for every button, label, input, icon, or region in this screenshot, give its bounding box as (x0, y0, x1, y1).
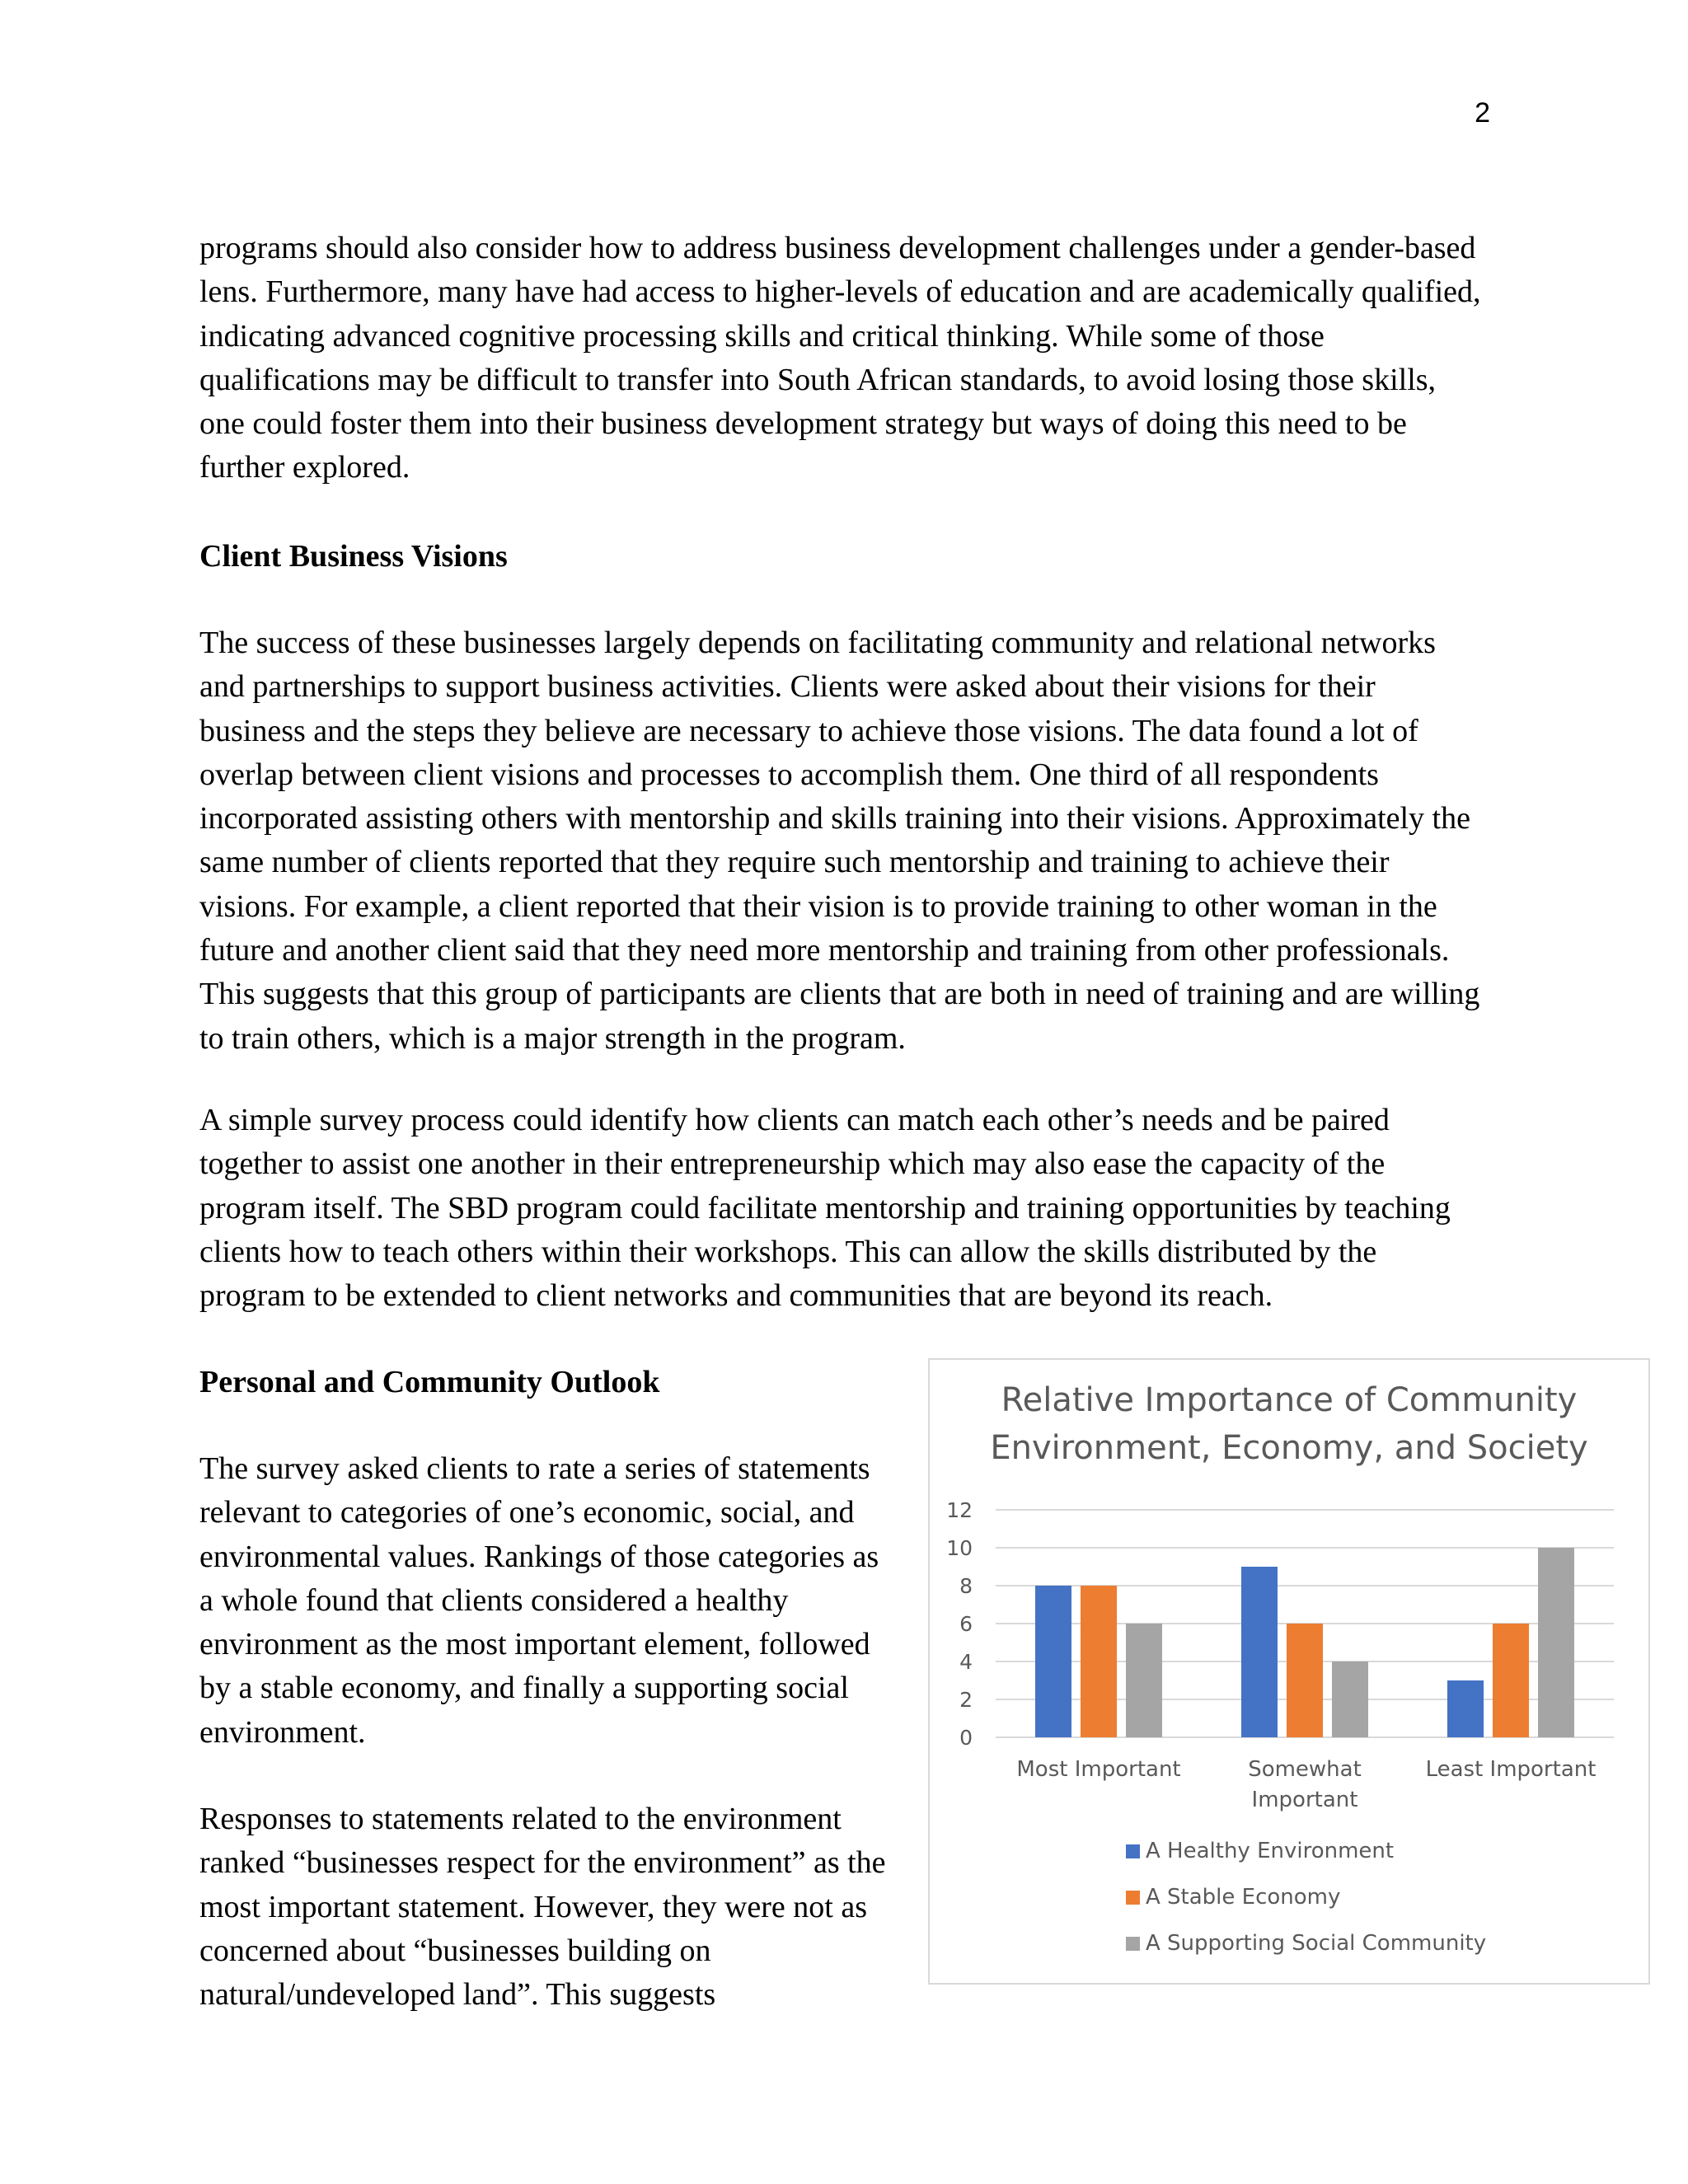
bar (1241, 1567, 1278, 1737)
legend-label: A Healthy Environment (1146, 1839, 1395, 1863)
x-tick-label: Important (1251, 1788, 1358, 1812)
bar (1287, 1624, 1323, 1737)
x-tick-label: Least Important (1425, 1757, 1597, 1782)
legend-swatch (1126, 1844, 1140, 1858)
bar (1493, 1624, 1529, 1737)
bar-chart-svg (930, 1360, 1648, 1983)
paragraph-survey-ratings: The survey asked clients to rate a series of statements relevant to categories of one’s economic, social, and environmental values. Rankings of those categories as a whole found that clients considered a healthy environment as the most important element, followed by a stable economy, and finally a supporting social environment. (199, 1451, 879, 1750)
legend-swatch (1126, 1937, 1140, 1951)
chart-title-line: Relative Importance of Community (1001, 1381, 1578, 1419)
legend-label: A Supporting Social Community (1146, 1931, 1487, 1956)
legend-swatch (1126, 1891, 1140, 1905)
y-tick-label: 12 (946, 1498, 973, 1522)
paragraph-environment-responses: Responses to statements related to the environment ranked “businesses respect for the environment” as the most important statement. However, they were not as concerned about “businesses building on natural/undeveloped land”. This suggests (199, 1802, 886, 2013)
x-tick-label: Most Important (1016, 1757, 1181, 1782)
heading-client-business-visions: Client Business Visions (199, 539, 508, 574)
paragraph-education: programs should also consider how to address business development challenges under a gender-based lens. Furthermore, many have had access to higher-levels of education and are academically qualified, indicating advanced cognitive processing skills and critical thinking. While some of those qualifications may be difficult to transfer into South African standards, to avoid losing those skills, one could foster them into their business development strategy but ways of doing this need to be further explored. (199, 231, 1481, 485)
bar (1081, 1586, 1117, 1737)
legend-label: A Stable Economy (1146, 1885, 1341, 1910)
y-tick-label: 0 (959, 1726, 973, 1750)
y-tick-label: 4 (959, 1650, 973, 1674)
bar (1126, 1624, 1162, 1737)
y-tick-label: 2 (959, 1688, 973, 1712)
heading-personal-community-outlook: Personal and Community Outlook (199, 1365, 660, 1399)
bar (1447, 1680, 1484, 1737)
bar (1538, 1548, 1574, 1737)
bar-chart (928, 1358, 1650, 1985)
bar (1332, 1661, 1368, 1737)
paragraph-survey-process: A simple survey process could identify how clients can match each other’s needs and be paired together to assist one another in their entrepreneurship which may also ease the capacity of the program itself. The SBD program could facilitate mentorship and training opportunities by teaching clients how to teach others within their workshops. This can allow the skills distributed by the program to be extended to client networks and communities that are beyond its reach. (199, 1103, 1451, 1314)
chart-title-line: Environment, Economy, and Society (990, 1429, 1588, 1467)
y-tick-label: 10 (946, 1536, 973, 1560)
x-tick-label: Somewhat (1248, 1757, 1362, 1782)
page-number: 2 (1475, 97, 1490, 129)
paragraph-business-visions: The success of these businesses largely depends on facilitating community and relational networks and partnerships to support business activities. Clients were asked about their visions for their business and the steps they believe are necessary to achieve those visions. The data found a lot of overlap between client visions and processes to accomplish them. One third of all respondents incorporated assisting others with mentorship and skills training into their visions. Approximately the same number of clients reported that they require such mentorship and training to achieve their visions. For example, a client reported that their vision is to provide training to other woman in the future and another client said that they need more mentorship and training from other professionals. This suggests that this group of participants are clients that are both in need of training and are willing to train others, which is a major strength in the program. (199, 626, 1480, 1056)
y-tick-label: 8 (959, 1574, 973, 1598)
y-tick-label: 6 (959, 1612, 973, 1636)
bar (1035, 1586, 1071, 1737)
